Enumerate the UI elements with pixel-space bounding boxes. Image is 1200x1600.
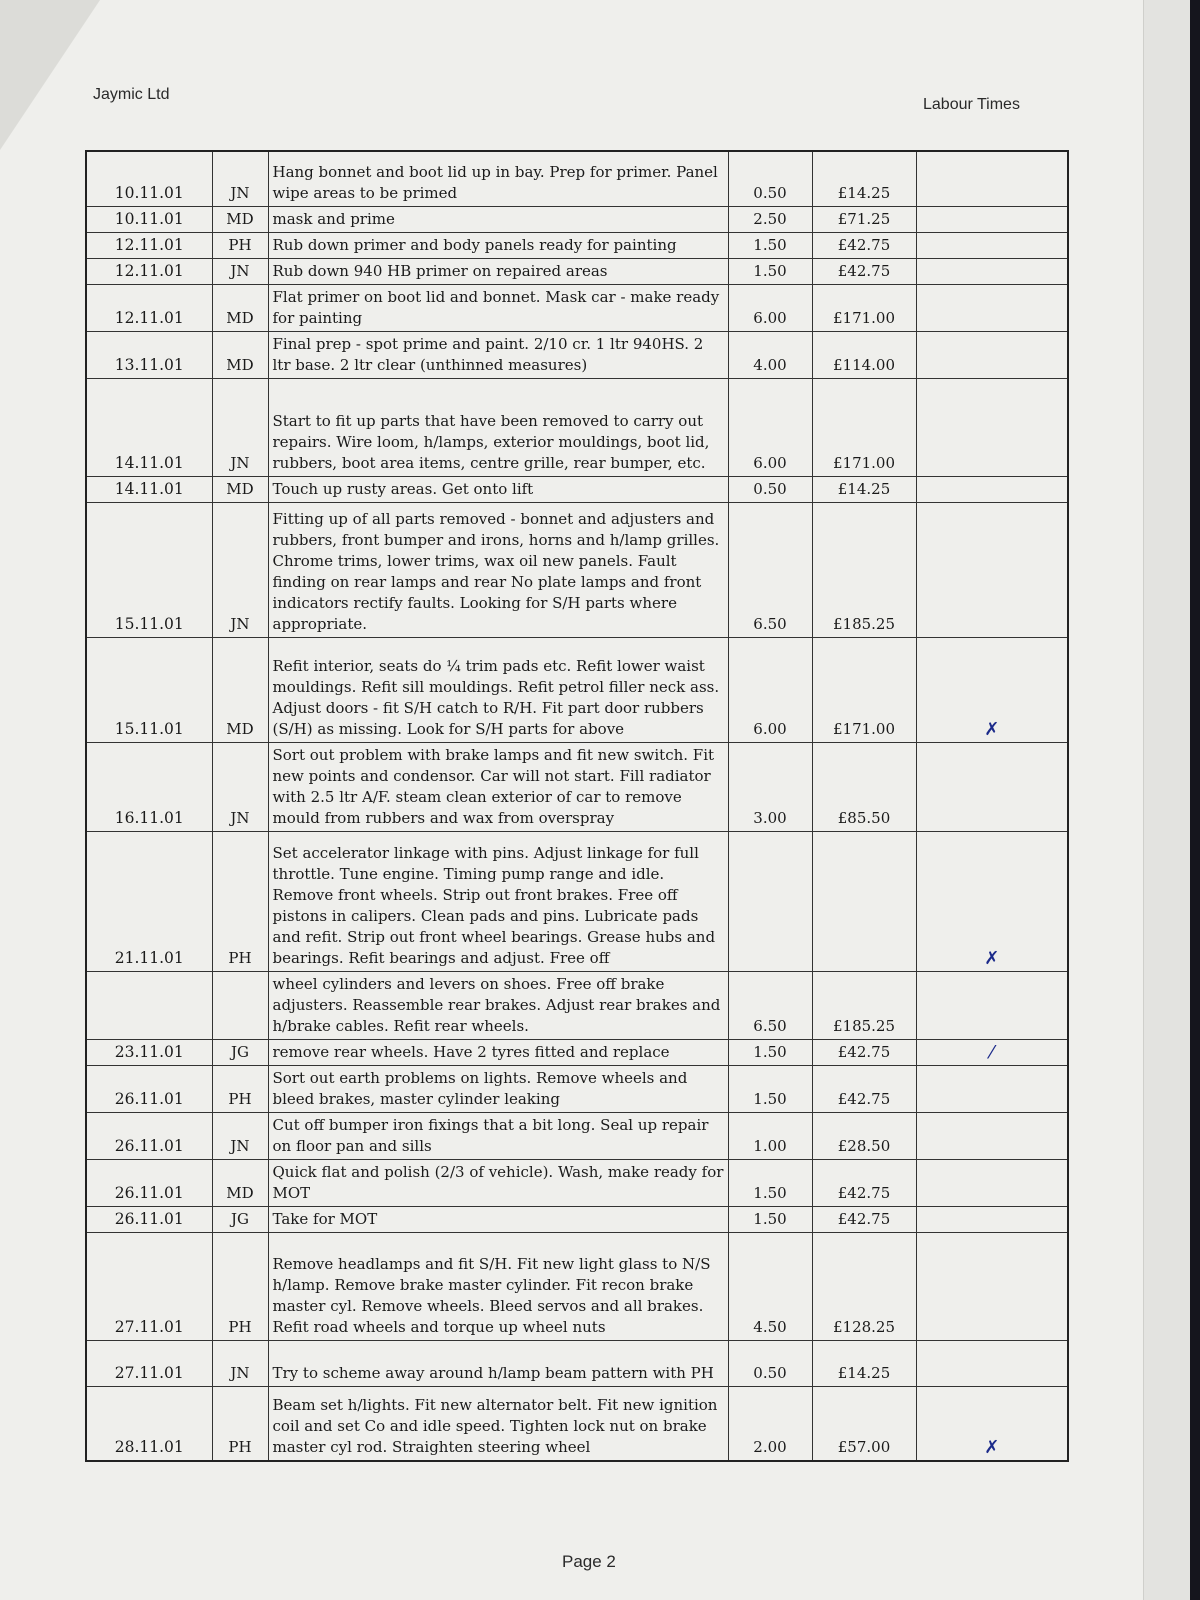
description-cell: Hang bonnet and boot lid up in bay. Prep for primer. Panel wipe areas to be primed <box>268 151 728 206</box>
check-mark-cell <box>916 378 1068 476</box>
cost-cell: £14.25 <box>812 1340 916 1386</box>
initials-cell: JN <box>212 502 268 637</box>
date-cell: 21.11.01 <box>86 831 212 971</box>
table-row <box>86 971 1068 1039</box>
table-row <box>86 742 1068 831</box>
hours-cell: 1.00 <box>728 1112 812 1159</box>
table-row <box>86 378 1068 476</box>
description-cell: Fitting up of all parts removed - bonnet and adjusters and rubbers, front bumper and irons, horns and h/lamp grilles. Chrome trims, lower trims, wax oil new panels. Fault finding on rear lamps and rear No plate lamps and front indicators rectify faults. Looking for S/H parts where appropriate. <box>268 502 728 637</box>
cost-cell: £71.25 <box>812 206 916 232</box>
hours-cell: 1.50 <box>728 1159 812 1206</box>
initials-cell: JG <box>212 1039 268 1065</box>
cost-cell: £14.25 <box>812 151 916 206</box>
initials-cell: JG <box>212 1206 268 1232</box>
table-row <box>86 232 1068 258</box>
hours-cell: 2.50 <box>728 206 812 232</box>
description-cell: Quick flat and polish (2/3 of vehicle). Wash, make ready for MOT <box>268 1159 728 1206</box>
table-row <box>86 1159 1068 1206</box>
initials-cell: PH <box>212 1386 268 1461</box>
date-cell: 12.11.01 <box>86 258 212 284</box>
check-mark-cell <box>916 258 1068 284</box>
check-mark-cell <box>916 1065 1068 1112</box>
initials-cell: MD <box>212 1159 268 1206</box>
initials-cell: MD <box>212 637 268 742</box>
table-row <box>86 476 1068 502</box>
hours-cell: 3.00 <box>728 742 812 831</box>
check-mark-cell <box>916 284 1068 331</box>
description-cell: Beam set h/lights. Fit new alternator belt. Fit new ignition coil and set Co and idle speed. Tighten lock nut on brake master cyl rod. Straighten steering wheel <box>268 1386 728 1461</box>
cost-cell: £42.75 <box>812 1206 916 1232</box>
table-row <box>86 502 1068 637</box>
initials-cell: PH <box>212 232 268 258</box>
check-mark-cell <box>916 971 1068 1039</box>
description-cell: mask and prime <box>268 206 728 232</box>
description-cell: Take for MOT <box>268 1206 728 1232</box>
description-cell: Try to scheme away around h/lamp beam pattern with PH <box>268 1340 728 1386</box>
hours-cell: 1.50 <box>728 232 812 258</box>
hours-cell: 2.00 <box>728 1386 812 1461</box>
labour-rows <box>86 151 1068 1461</box>
check-mark-cell <box>916 151 1068 206</box>
date-cell: 14.11.01 <box>86 378 212 476</box>
description-cell: Rub down primer and body panels ready for painting <box>268 232 728 258</box>
date-cell <box>86 971 212 1039</box>
date-cell: 26.11.01 <box>86 1206 212 1232</box>
check-mark-cell <box>916 1112 1068 1159</box>
cost-cell: £42.75 <box>812 1039 916 1065</box>
date-cell: 12.11.01 <box>86 284 212 331</box>
description-cell: Remove headlamps and fit S/H. Fit new light glass to N/S h/lamp. Remove brake master cylinder. Fit recon brake master cyl. Remove wheels. Bleed servos and all brakes. Refit road wheels and torque up wheel nuts <box>268 1232 728 1340</box>
check-mark-cell <box>916 1159 1068 1206</box>
cost-cell: £42.75 <box>812 1065 916 1112</box>
description-cell: Cut off bumper iron fixings that a bit long. Seal up repair on floor pan and sills <box>268 1112 728 1159</box>
description-cell: Sort out earth problems on lights. Remove wheels and bleed brakes, master cylinder leaking <box>268 1065 728 1112</box>
check-mark-cell: ✗ <box>916 831 1068 971</box>
table-row <box>86 1386 1068 1461</box>
folded-corner <box>0 0 100 150</box>
cost-cell <box>812 831 916 971</box>
date-cell: 10.11.01 <box>86 206 212 232</box>
cost-cell: £171.00 <box>812 378 916 476</box>
hours-cell: 0.50 <box>728 151 812 206</box>
cost-cell: £171.00 <box>812 284 916 331</box>
initials-cell: JN <box>212 1112 268 1159</box>
date-cell: 26.11.01 <box>86 1065 212 1112</box>
date-cell: 23.11.01 <box>86 1039 212 1065</box>
check-mark-cell: ✗ <box>916 1386 1068 1461</box>
table-row <box>86 1065 1068 1112</box>
date-cell: 27.11.01 <box>86 1232 212 1340</box>
cost-cell: £57.00 <box>812 1386 916 1461</box>
table-row <box>86 1206 1068 1232</box>
check-mark-cell <box>916 502 1068 637</box>
cost-cell: £42.75 <box>812 232 916 258</box>
date-cell: 26.11.01 <box>86 1112 212 1159</box>
document-title: Labour Times <box>923 96 1020 113</box>
table-row <box>86 1340 1068 1386</box>
initials-cell: MD <box>212 206 268 232</box>
table-row <box>86 1039 1068 1065</box>
initials-cell: MD <box>212 284 268 331</box>
date-cell: 15.11.01 <box>86 502 212 637</box>
description-cell: Set accelerator linkage with pins. Adjust linkage for full throttle. Tune engine. Timing pump range and idle. Remove front wheels. Strip out front brakes. Free off pistons in calipers. Clean pads and pins. Lubricate pads and refit. Strip out front wheel bearings. Grease hubs and bearings. Refit bearings and adjust. Free off <box>268 831 728 971</box>
date-cell: 12.11.01 <box>86 232 212 258</box>
table-row <box>86 637 1068 742</box>
date-cell: 13.11.01 <box>86 331 212 378</box>
check-mark-cell: ✗ <box>916 637 1068 742</box>
date-cell: 10.11.01 <box>86 151 212 206</box>
hours-cell: 1.50 <box>728 1039 812 1065</box>
hours-cell: 4.50 <box>728 1232 812 1340</box>
table-row <box>86 284 1068 331</box>
table-row <box>86 331 1068 378</box>
table-row <box>86 151 1068 206</box>
hours-cell <box>728 831 812 971</box>
date-cell: 27.11.01 <box>86 1340 212 1386</box>
page-number: Page 2 <box>562 1552 616 1571</box>
initials-cell: PH <box>212 1065 268 1112</box>
hours-cell: 4.00 <box>728 331 812 378</box>
check-mark-cell <box>916 331 1068 378</box>
hours-cell: 6.00 <box>728 284 812 331</box>
initials-cell: JN <box>212 1340 268 1386</box>
description-cell: wheel cylinders and levers on shoes. Free off brake adjusters. Reassemble rear brakes. Adjust rear brakes and h/brake cables. Refit rear wheels. <box>268 971 728 1039</box>
description-cell: Rub down 940 HB primer on repaired areas <box>268 258 728 284</box>
table-row <box>86 258 1068 284</box>
description-cell: Refit interior, seats do ¼ trim pads etc. Refit lower waist mouldings. Refit sill mouldings. Refit petrol filler neck ass. Adjust doors - fit S/H catch to R/H. Fit part door rubbers (S/H) as missing. Look for S/H parts for above <box>268 637 728 742</box>
hours-cell: 0.50 <box>728 476 812 502</box>
hours-cell: 1.50 <box>728 1065 812 1112</box>
initials-cell: JN <box>212 151 268 206</box>
description-cell: remove rear wheels. Have 2 tyres fitted and replace <box>268 1039 728 1065</box>
initials-cell <box>212 971 268 1039</box>
check-mark-cell <box>916 1340 1068 1386</box>
check-mark-cell <box>916 206 1068 232</box>
initials-cell: PH <box>212 1232 268 1340</box>
cost-cell: £114.00 <box>812 331 916 378</box>
hours-cell: 1.50 <box>728 258 812 284</box>
initials-cell: MD <box>212 331 268 378</box>
cost-cell: £171.00 <box>812 637 916 742</box>
initials-cell: PH <box>212 831 268 971</box>
check-mark-cell <box>916 1206 1068 1232</box>
cost-cell: £14.25 <box>812 476 916 502</box>
cost-cell: £28.50 <box>812 1112 916 1159</box>
hours-cell: 6.50 <box>728 971 812 1039</box>
date-cell: 26.11.01 <box>86 1159 212 1206</box>
date-cell: 16.11.01 <box>86 742 212 831</box>
company-name: Jaymic Ltd <box>93 86 170 103</box>
date-cell: 15.11.01 <box>86 637 212 742</box>
description-cell: Touch up rusty areas. Get onto lift <box>268 476 728 502</box>
hours-cell: 6.00 <box>728 378 812 476</box>
date-cell: 14.11.01 <box>86 476 212 502</box>
description-cell: Start to fit up parts that have been removed to carry out repairs. Wire loom, h/lamps, exterior mouldings, boot lid, rubbers, boot area items, centre grille, rear bumper, etc. <box>268 378 728 476</box>
hours-cell: 1.50 <box>728 1206 812 1232</box>
initials-cell: JN <box>212 378 268 476</box>
initials-cell: JN <box>212 742 268 831</box>
check-mark-cell <box>916 742 1068 831</box>
cost-cell: £185.25 <box>812 502 916 637</box>
hours-cell: 6.00 <box>728 637 812 742</box>
cost-cell: £128.25 <box>812 1232 916 1340</box>
description-cell: Sort out problem with brake lamps and fit new switch. Fit new points and condensor. Car will not start. Fill radiator with 2.5 ltr A/F. steam clean exterior of car to remove mould from rubbers and wax from overspray <box>268 742 728 831</box>
hours-cell: 6.50 <box>728 502 812 637</box>
labour-times-table <box>85 150 1069 1462</box>
check-mark-cell: ⁄ <box>916 1039 1068 1065</box>
cost-cell: £42.75 <box>812 1159 916 1206</box>
table-row <box>86 1112 1068 1159</box>
date-cell: 28.11.01 <box>86 1386 212 1461</box>
hours-cell: 0.50 <box>728 1340 812 1386</box>
cost-cell: £185.25 <box>812 971 916 1039</box>
initials-cell: JN <box>212 258 268 284</box>
description-cell: Flat primer on boot lid and bonnet. Mask car - make ready for painting <box>268 284 728 331</box>
table-row <box>86 206 1068 232</box>
cost-cell: £42.75 <box>812 258 916 284</box>
check-mark-cell <box>916 232 1068 258</box>
check-mark-cell <box>916 476 1068 502</box>
check-mark-cell <box>916 1232 1068 1340</box>
table-row <box>86 831 1068 971</box>
description-cell: Final prep - spot prime and paint. 2/10 cr. 1 ltr 940HS. 2 ltr base. 2 ltr clear (unthinned measures) <box>268 331 728 378</box>
table-row <box>86 1232 1068 1340</box>
cost-cell: £85.50 <box>812 742 916 831</box>
initials-cell: MD <box>212 476 268 502</box>
